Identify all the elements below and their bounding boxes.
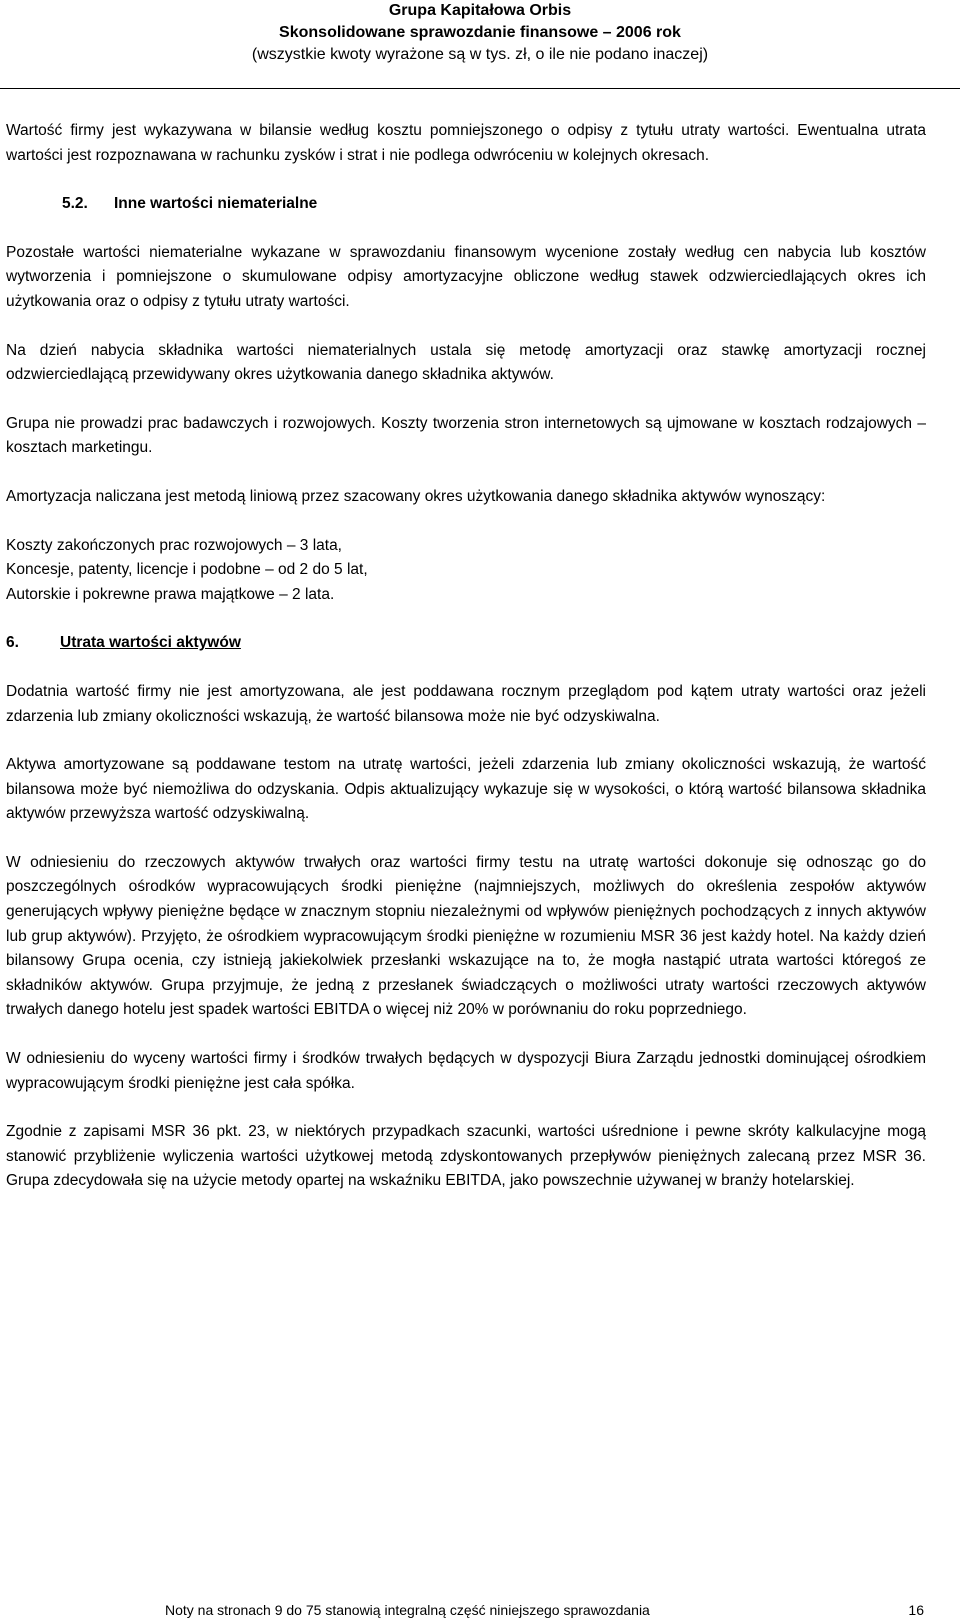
paragraph: W odniesieniu do rzeczowych aktywów trwałych oraz wartości firmy testu na utratę wartości dokonuje się odnosząc go do poszczególnych ośrodków wypracowujących środki pieniężne (najmniejszych, możliwych do określenia zespołów aktywów generujących wpływy pieniężne będące w znacznym stopniu niezależnymi od wpływów pieniężnych pochodzących z innych aktywów lub grup aktywów). Przyjęto, że ośrodkiem wypracowującym środki pieniężne w rozumieniu MSR 36 jest każdy hotel. Na każdy dzień bilansowy Grupa ocenia, czy istnieją jakiekolwiek przesłanki wskazujące na to, że mogła nastąpić utrata wartości któregoś ze składników aktywów. Grupa przyjmuje, że jedną z przesłanek świadczących o możliwości utraty wartości rzeczowych aktywów trwałych danego hotelu jest spadek wartości EBITDA o więcej niż 20% w porównaniu do roku poprzedniego. — [6, 853, 926, 1019]
paragraph: Pozostałe wartości niematerialne wykazane w sprawozdaniu finansowym wycenione zostały według cen nabycia lub kosztów wytworzenia i pomniejszone o skumulowane odpisy amortyzacyjne obliczone według stawek odzwierciedlających okres ich użytkowania oraz o odpisy z tytułu utraty wartości. — [6, 243, 926, 310]
footer-note: Noty na stronach 9 do 75 stanowią integralną część niniejszego sprawozdania — [165, 1602, 650, 1618]
header-currency-note: (wszystkie kwoty wyrażone są w tys. zł, o ile nie podano inaczej) — [251, 46, 709, 63]
section-number: 5.2. — [62, 195, 88, 213]
section-heading-6 — [6, 631, 926, 656]
paragraph: Na dzień nabycia składnika wartości niematerialnych ustala się metodę amortyzacji oraz stawkę amortyzacji rocznej odzwierciedlającą przewidywany okres użytkowania danego składnika aktywów. — [6, 341, 926, 384]
paragraph: W odniesieniu do wyceny wartości firmy i środków trwałych będących w dyspozycji Biura Zarządu jednostki dominującej ośrodkiem wypracowującym środki pieniężne jest cała spółka. — [6, 1050, 926, 1092]
header-report-title: Skonsolidowane sprawozdanie finansowe – 2006 rok — [279, 24, 681, 41]
page-number: 16 — [908, 1602, 924, 1618]
section-number: 6. — [6, 634, 19, 652]
paragraph: Zgodnie z zapisami MSR 36 pkt. 23, w niektórych przypadkach szacunki, wartości uśrednione i pewne skróty kalkulacyjne mogą stanowić przybliżenie wyliczenia wartości użytkowej metodą zdyskontowanych przepływów pieniężnych zalecaną przez MSR 36. Grupa zdecydowała się na użycie metody opartej na wskaźniku EBITDA, jako powszechnie używanej w branży hotelarskiej. — [6, 1123, 926, 1190]
page-content — [6, 119, 926, 1218]
section-heading-5-2 — [6, 192, 926, 217]
header-divider — [0, 88, 960, 89]
section-title: Utrata wartości aktywów — [60, 634, 241, 652]
list-item: Autorskie i pokrewne prawa majątkowe – 2 lata. — [6, 585, 335, 603]
paragraph-goodwill-intro: Wartość firmy jest wykazywana w bilansie według kosztu pomniejszonego o odpisy z tytułu utraty wartości. Ewentualna utrata wartości jest rozpoznawana w rachunku zysków i strat i nie podlega odwróceniu w kolejnych okresach. — [6, 122, 926, 164]
paragraph: Aktywa amortyzowane są poddawane testom na utratę wartości, jeżeli zdarzenia lub zmiany okoliczności wskazują, że wartość bilansowa może być niemożliwa do odzyskania. Odpis aktualizujący wykazuje się w wysokości, o którą wartość bilansowa składnika aktywów przewyższa wartość odzyskiwalną. — [6, 756, 926, 823]
list-item: Koszty zakończonych prac rozwojowych – 3 lata, — [6, 536, 342, 554]
header-company: Grupa Kapitałowa Orbis — [388, 2, 572, 19]
page-footer — [0, 1600, 960, 1620]
paragraph: Grupa nie prowadzi prac badawczych i rozwojowych. Koszty tworzenia stron internetowych są ujmowane w kosztach rodzajowych – kosztach marketingu. — [6, 414, 926, 457]
paragraph: Dodatnia wartość firmy nie jest amortyzowana, ale jest poddawana rocznym przeglądom pod kątem utraty wartości oraz jeżeli zdarzenia lub zmiany okoliczności wskazują, że wartość bilansowa może nie być odzyskiwalna. — [6, 682, 926, 725]
section-title: Inne wartości niematerialne — [114, 195, 318, 213]
paragraph: Amortyzacja naliczana jest metodą liniową przez szacowany okres użytkowania danego składnika aktywów wynoszący: — [6, 487, 826, 505]
page-header — [0, 0, 960, 66]
list-item: Koncesje, patenty, licencje i podobne – od 2 do 5 lat, — [6, 561, 368, 579]
